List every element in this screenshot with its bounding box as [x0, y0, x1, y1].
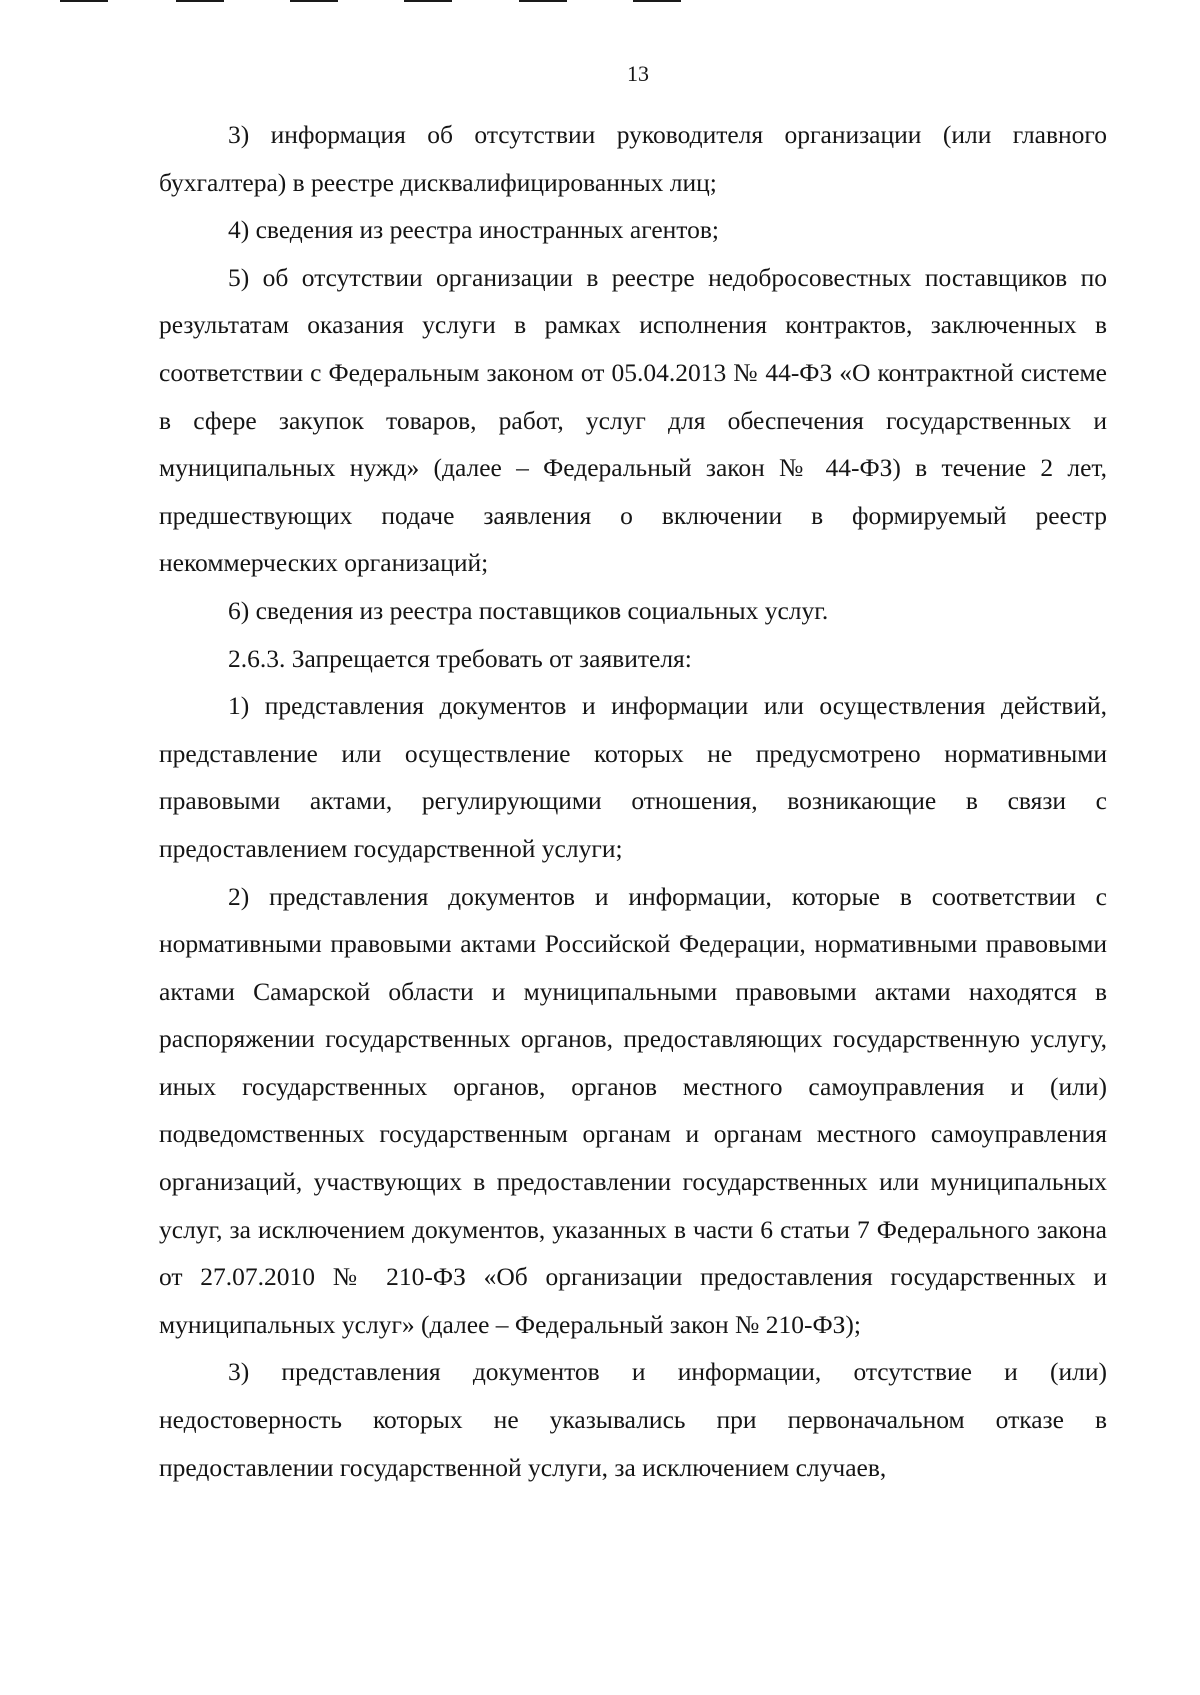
paragraph-item-4-foreign-agents: 4) сведения из реестра иностранных агентов; [228, 215, 719, 245]
edge-mark [519, 0, 567, 2]
section-2-6-3-heading: 2.6.3. Запрещается требовать от заявителя: [228, 643, 692, 673]
paragraph-item-5-unfair-suppliers: 5) об отсутствии организации в реестре недобросовестных поставщиков по результатам оказания услуги в рамках исполнения контрактов, заключенных в соответствии с Федеральным законом от 05.04.2013 № 44-ФЗ «О контрактной системе в сфере закупок товаров, работ, услуг для обеспечения государственных и муниципальных нужд» (далее – Федеральный закон № 44-ФЗ) в течение 2 лет, предшествующих подаче заявления о включении в формируемый реестр некоммерческих организаций; [159, 262, 1107, 578]
document-body [159, 111, 1107, 1491]
prohibition-item-2: 2) представления документов и информации, которые в соответствии с нормативными правовыми актами Российской Федерации, нормативными правовыми актами Самарской области и муниципальными правовыми актами находятся в распоряжении государственных органов, предоставляющих государственную услугу, иных государственных органов, органов местного самоуправления и (или) подведомственных государственным органам и органам местного самоуправления организаций, участвующих в предоставлении государственных или муниципальных услуг, за исключением документов, указанных в части 6 статьи 7 Федерального закона от 27.07.2010 № 210-ФЗ «Об организации предоставления государственных и муниципальных услуг» (далее – Федеральный закон № 210-ФЗ); [159, 881, 1107, 1339]
edge-mark [633, 0, 681, 2]
paragraph-item-3-director-info: 3) информация об отсутствии руководителя организации (или главного бухгалтера) в реестре дисквалифицированных лиц; [159, 120, 1107, 197]
edge-mark [404, 0, 452, 2]
page-number: 13 [627, 61, 649, 86]
top-edge-marks [60, 0, 760, 6]
edge-mark [60, 0, 108, 2]
prohibition-item-3: 3) представления документов и информации, отсутствие и (или) недостоверность которых не указывались при первоначальном отказе в предоставлении государственной услуги, за исключением случаев, [159, 1357, 1107, 1482]
edge-mark [176, 0, 224, 2]
edge-mark [290, 0, 338, 2]
prohibition-item-1: 1) представления документов и информации или осуществления действий, представление или осуществление которых не предусмотрено нормативными правовыми актами, регулирующими отношения, возникающие в связи с предоставлением государственной услуги; [159, 691, 1107, 863]
paragraph-item-6-social-providers: 6) сведения из реестра поставщиков социальных услуг. [228, 595, 829, 625]
